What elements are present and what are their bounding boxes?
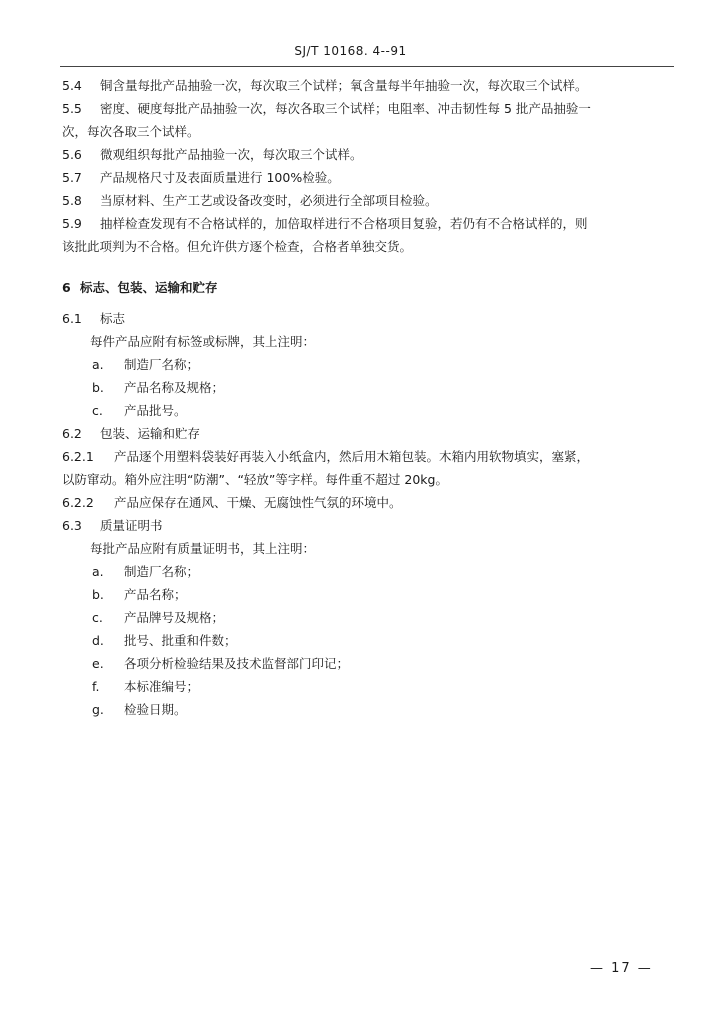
clause-5-9: 5.9 抽样检查发现有不合格试样的，加倍取样进行不合格项目复验，若仍有不合格试样的，则 [62, 216, 588, 231]
document-body [62, 74, 674, 721]
list-item: b. 产品名称及规格； [92, 380, 225, 395]
clause-5-5: 5.5 密度、硬度每批产品抽验一次，每次各取三个试样；电阻率、冲击韧性每 5 批产品抽验一 [62, 101, 591, 116]
clause-6-1-intro: 每件产品应附有标签或标牌，其上注明： [90, 334, 316, 349]
clause-6-3-heading: 6.3 质量证明书 [62, 518, 163, 533]
list-item: g. 检验日期。 [92, 702, 187, 717]
list-item: f. 本标准编号； [92, 679, 200, 694]
clause-6-1-heading: 6.1 标志 [62, 311, 126, 326]
clause-5-5-continuation: 次，每次各取三个试样。 [62, 124, 200, 139]
clause-5-7: 5.7 产品规格尺寸及表面质量进行 100%检验。 [62, 170, 340, 185]
clause-6-3-intro: 每批产品应附有质量证明书，其上注明： [90, 541, 316, 556]
document-header [0, 44, 701, 58]
clause-5-4: 5.4 铜含量每批产品抽验一次，每次取三个试样；氧含量每半年抽验一次，每次取三个试样。 [62, 78, 588, 93]
list-item: c. 产品批号。 [92, 403, 187, 418]
clause-6-2-2: 6.2.2 产品应保存在通风、干燥、无腐蚀性气氛的环境中。 [62, 495, 402, 510]
list-item: d. 批号、批重和件数； [92, 633, 237, 648]
clause-5-6: 5.6 微观组织每批产品抽验一次，每次取三个试样。 [62, 147, 363, 162]
clause-5-8: 5.8 当原材料、生产工艺或设备改变时，必须进行全部项目检验。 [62, 193, 438, 208]
header-rule [60, 66, 674, 67]
clause-6-2-heading: 6.2 包装、运输和贮存 [62, 426, 201, 441]
list-item: e. 各项分析检验结果及技术监督部门印记； [92, 656, 350, 671]
standard-number: SJ/T 10168. 4--91 [294, 44, 407, 58]
clause-6-2-1-continuation: 以防窜动。箱外应注明“防潮”、“轻放”等字样。每件重不超过 20kg。 [62, 472, 448, 487]
list-item: b. 产品名称； [92, 587, 187, 602]
list-item: a. 制造厂名称； [92, 357, 200, 372]
list-item: a. 制造厂名称； [92, 564, 200, 579]
clause-5-9-continuation: 该批此项判为不合格。但允许供方逐个检查，合格者单独交货。 [62, 239, 413, 254]
page-number: — 17 — [590, 961, 653, 976]
section-6-heading: 6 标志、包装、运输和贮存 [62, 280, 218, 295]
clause-6-2-1: 6.2.1 产品逐个用塑料袋装好再装入小纸盒内，然后用木箱包装。木箱内用软物填实，塞紧， [62, 449, 590, 464]
list-item: c. 产品牌号及规格； [92, 610, 225, 625]
